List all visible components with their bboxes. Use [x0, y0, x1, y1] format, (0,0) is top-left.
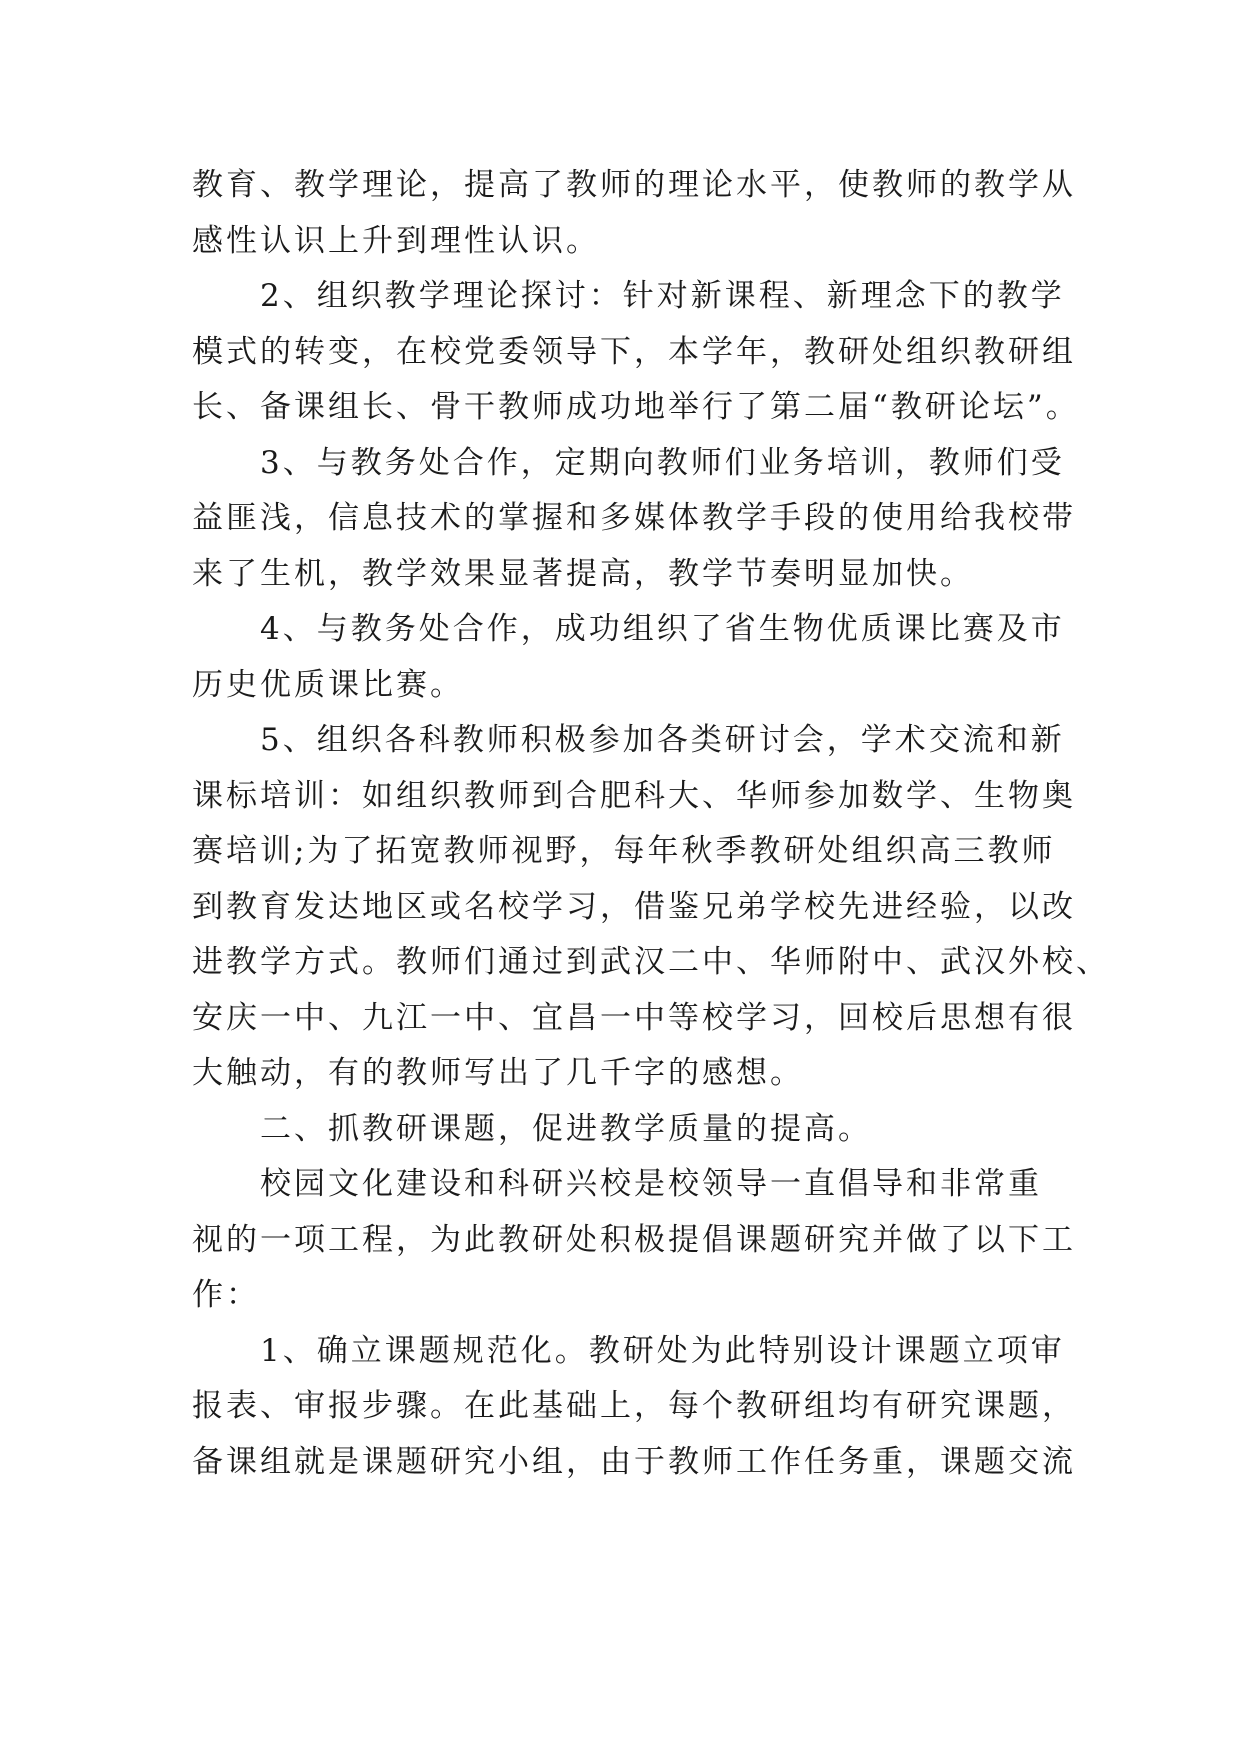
text-line-23: 报表、审报步骤。在此基础上，每个教研组均有研究课题，: [192, 1388, 1076, 1424]
text-line-13: 赛培训;为了拓宽教师视野，每年秋季教研处组织高三教师: [192, 833, 1056, 869]
document-body: [192, 158, 1110, 1490]
text-line-2: 感性认识上升到理性认识。: [192, 222, 600, 259]
text-line-20: 视的一项工程，为此教研处积极提倡课题研究并做了以下工: [192, 1221, 1076, 1258]
text-line-7: 益匪浅，信息技术的掌握和多媒体教学手段的使用给我校带: [192, 500, 1076, 536]
text-line-19: 校园文化建设和科研兴校是校领导一直倡导和非常重: [192, 1166, 1042, 1202]
text-line-24: 备课组就是课题研究小组，由于教师工作任务重，课题交流: [192, 1443, 1076, 1480]
text-line-10: 历史优质课比赛。: [192, 666, 464, 703]
text-line-15: 进教学方式。教师们通过到武汉二中、华师附中、武汉外校、: [192, 944, 1110, 980]
text-line-1: 教育、教学理论，提高了教师的理论水平，使教师的教学从: [192, 167, 1076, 203]
text-line-8: 来了生机，教学效果显著提高，教学节奏明显加快。: [192, 555, 974, 592]
text-line-18: 二、抓教研课题，促进教学质量的提高。: [192, 1110, 872, 1147]
text-line-11: 5、组织各科教师积极参加各类研讨会，学术交流和新: [192, 722, 1065, 758]
text-line-4: 模式的转变，在校党委领导下，本学年，教研处组织教研组: [192, 333, 1076, 370]
text-line-14: 到教育发达地区或名校学习，借鉴兄弟学校先进经验，以改: [192, 888, 1076, 925]
text-line-3: 2、组织教学理论探讨：针对新课程、新理念下的教学: [192, 278, 1065, 314]
text-line-21: 作：: [192, 1277, 260, 1313]
text-line-12: 课标培训：如组织教师到合肥科大、华师参加数学、生物奥: [192, 777, 1076, 814]
text-line-17: 大触动，有的教师写出了几千字的感想。: [192, 1055, 804, 1091]
text-line-9: 4、与教务处合作，成功组织了省生物优质课比赛及市: [192, 611, 1065, 647]
text-line-16: 安庆一中、九江一中、宜昌一中等校学习，回校后思想有很: [192, 999, 1076, 1036]
text-line-22: 1、确立课题规范化。教研处为此特别设计课题立项审: [192, 1332, 1065, 1369]
text-line-6: 3、与教务处合作，定期向教师们业务培训，教师们受: [192, 444, 1065, 481]
text-line-5: 长、备课组长、骨干教师成功地举行了第二届“教研论坛”。: [192, 389, 1080, 425]
